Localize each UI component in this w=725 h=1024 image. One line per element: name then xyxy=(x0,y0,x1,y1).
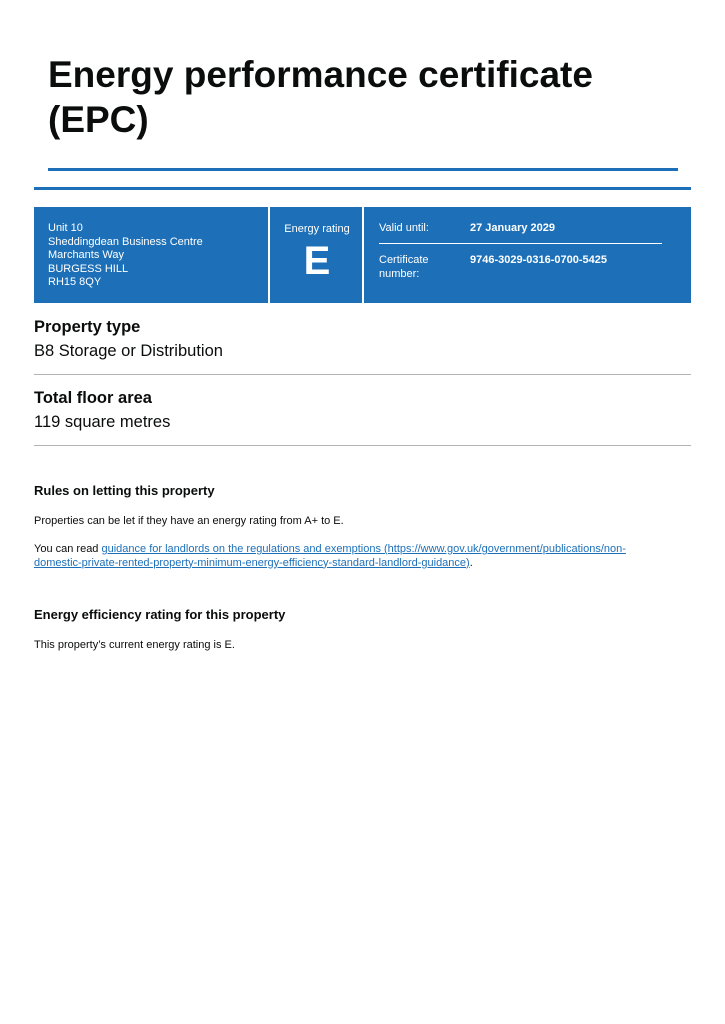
efficiency-heading: Energy efficiency rating for this property xyxy=(34,607,286,622)
address-line: BURGESS HILL xyxy=(48,262,129,275)
floor-area-heading: Total floor area xyxy=(34,389,152,407)
meta-divider xyxy=(379,243,662,244)
guidance-suffix: . xyxy=(469,556,473,569)
address-line: Sheddingdean Business Centre xyxy=(48,235,203,248)
guidance-link[interactable] xyxy=(34,543,626,569)
energy-rating-value: E xyxy=(303,239,331,283)
certificate-number-label-line: number: xyxy=(379,267,420,280)
property-address xyxy=(48,222,203,290)
title-underline xyxy=(48,168,678,171)
property-type-value: B8 Storage or Distribution xyxy=(34,342,223,360)
valid-until-label: Valid until: xyxy=(379,222,429,234)
efficiency-text: This property’s current energy rating is E. xyxy=(34,639,235,651)
header-divider xyxy=(34,187,691,190)
floor-area-value: 119 square metres xyxy=(34,413,171,431)
address-line: Unit 10 xyxy=(48,222,83,234)
valid-until-value: 27 January 2029 xyxy=(470,222,556,234)
letting-rules-heading: Rules on letting this property xyxy=(34,483,215,498)
certificate-number-label xyxy=(379,254,429,281)
address-line: Marchants Way xyxy=(48,249,125,261)
address-line: RH15 8QY xyxy=(48,276,102,288)
epc-summary-panel xyxy=(34,207,691,303)
property-type-heading: Property type xyxy=(34,318,141,336)
guidance-link-text[interactable]: guidance for landlords on the regulations and exemptions (https://www.gov.uk/government/publications/non- xyxy=(101,543,626,555)
panel-divider xyxy=(268,207,270,303)
letting-rules-text: Properties can be let if they have an energy rating from A+ to E. xyxy=(34,515,344,527)
section-divider xyxy=(34,445,691,446)
panel-divider xyxy=(362,207,364,303)
guidance-prefix: You can read xyxy=(34,543,102,555)
energy-rating-label: Energy rating xyxy=(284,223,350,235)
section-divider xyxy=(34,374,691,375)
guidance-paragraph xyxy=(34,543,674,570)
guidance-link-text[interactable]: domestic-private-rented-property-minimum-energy-efficiency-standard-landlord-guidance) xyxy=(34,556,470,569)
page-title: Energy performance certificate (EPC) xyxy=(48,54,593,140)
certificate-number-label-line: Certificate xyxy=(379,254,429,266)
certificate-number-value: 9746-3029-0316-0700-5425 xyxy=(470,254,608,266)
